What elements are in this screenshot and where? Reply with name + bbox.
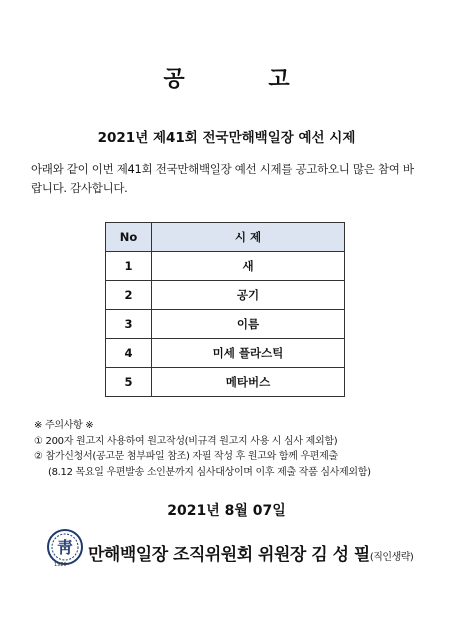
notes-heading: ※ 주의사항 ※ bbox=[34, 420, 94, 431]
seal-year: 1920 bbox=[54, 562, 67, 568]
table-row bbox=[106, 281, 345, 310]
signature-note: (직인생략) bbox=[369, 552, 414, 563]
row-no: 1 bbox=[106, 252, 152, 281]
signature-line bbox=[88, 540, 413, 565]
table-row bbox=[106, 368, 345, 397]
page-title: 공 고 bbox=[163, 67, 328, 92]
row-topic: 메타버스 bbox=[152, 368, 345, 397]
row-no: 2 bbox=[106, 281, 152, 310]
notes-section bbox=[34, 418, 434, 480]
row-topic: 새 bbox=[152, 252, 345, 281]
notice-body: 아래와 같이 이번 제41회 전국만해백일장 예선 시제를 공고하오니 많은 참여 바랍니다. 감사합니다. bbox=[31, 162, 414, 195]
notice-subtitle: 2021년 제41회 전국만해백일장 예선 시제 bbox=[97, 130, 356, 146]
table-header-row bbox=[106, 223, 345, 252]
column-header-no: No bbox=[106, 223, 152, 252]
note-item: ② 참가신청서(공고문 첨부파일 참조) 자필 작성 후 원고와 함께 우편제출 bbox=[34, 451, 338, 462]
row-no: 5 bbox=[106, 368, 152, 397]
signature-text: 만해백일장 조직위원회 위원장 김 성 필 bbox=[88, 545, 370, 565]
note-item: (8.12 목요일 우편발송 소인분까지 심사대상이며 이후 제출 작품 심사제외함) bbox=[48, 466, 371, 478]
topics-table bbox=[105, 222, 345, 397]
notice-date: 2021년 8월 07일 bbox=[167, 503, 286, 519]
row-topic: 미세 플라스틱 bbox=[152, 339, 345, 368]
row-topic: 공기 bbox=[152, 281, 345, 310]
column-header-topic: 시 제 bbox=[152, 223, 345, 252]
row-no: 3 bbox=[106, 310, 152, 339]
note-item: ① 200자 원고지 사용하여 원고작성(비규격 원고지 사용 시 심사 제외함) bbox=[34, 435, 338, 447]
table-row bbox=[106, 310, 345, 339]
row-no: 4 bbox=[106, 339, 152, 368]
seal-character: 靑 bbox=[56, 538, 74, 557]
row-topic: 이름 bbox=[152, 310, 345, 339]
signature-block bbox=[46, 528, 446, 572]
table-row bbox=[106, 252, 345, 281]
table-row bbox=[106, 339, 345, 368]
